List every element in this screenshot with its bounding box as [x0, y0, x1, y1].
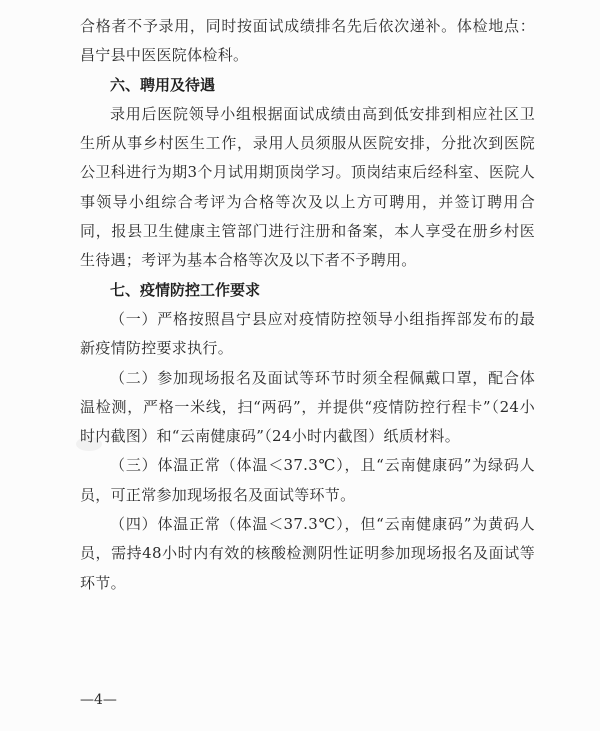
paragraph-prevention-item-1: （一）严格按照昌宁县应对疫情防控领导小组指挥部发布的最新疫情防控要求执行。	[80, 309, 535, 358]
paragraph-prevention-item-4: （四）体温正常（体温＜37.3℃），但“云南健康码”为黄码人员，需持48小时内有效的核酸检测阴性证明参加现场报名及面试等环节。	[80, 515, 535, 592]
paragraph-employment-details: 录用后医院领导小组根据面试成绩由高到低安排到相应社区卫生所从事乡村医生工作，录用人员须服从医院安排，分批次到医院公卫科进行为期3个月试用期顶岗学习。顶岗结束后经科室、医院人事领导小组综合考评为合格等次及以上方可聘用，并签订聘用合同，报县卫生健康主管部门进行注册和备案，本人享受在册乡村医生待遇；考评为基本合格等次及以下者不予聘用。	[80, 104, 535, 270]
page-number: —4—	[80, 692, 117, 708]
heading-employment-and-benefits: 六、聘用及待遇	[110, 75, 216, 94]
heading-epidemic-prevention: 七、疫情防控工作要求	[110, 280, 261, 299]
document-body	[80, 12, 535, 598]
paragraph-prevention-item-3: （三）体温正常（体温＜37.3℃），且“云南健康码”为绿码人员，可正常参加现场报名及面试等环节。	[80, 456, 535, 504]
paragraph-physical-exam-location: 合格者不予录用，同时按面试成绩排名先后依次递补。体检地点：昌宁县中医医院体检科。	[80, 17, 535, 65]
paragraph-prevention-item-2: （二）参加现场报名及面试等环节时须全程佩戴口罩，配合体温检测，严格一米线，扫“两码”，并提供“疫情防控行程卡”（24小时内截图）和“云南健康码”（24小时内截图）纸质材料。	[80, 368, 535, 446]
